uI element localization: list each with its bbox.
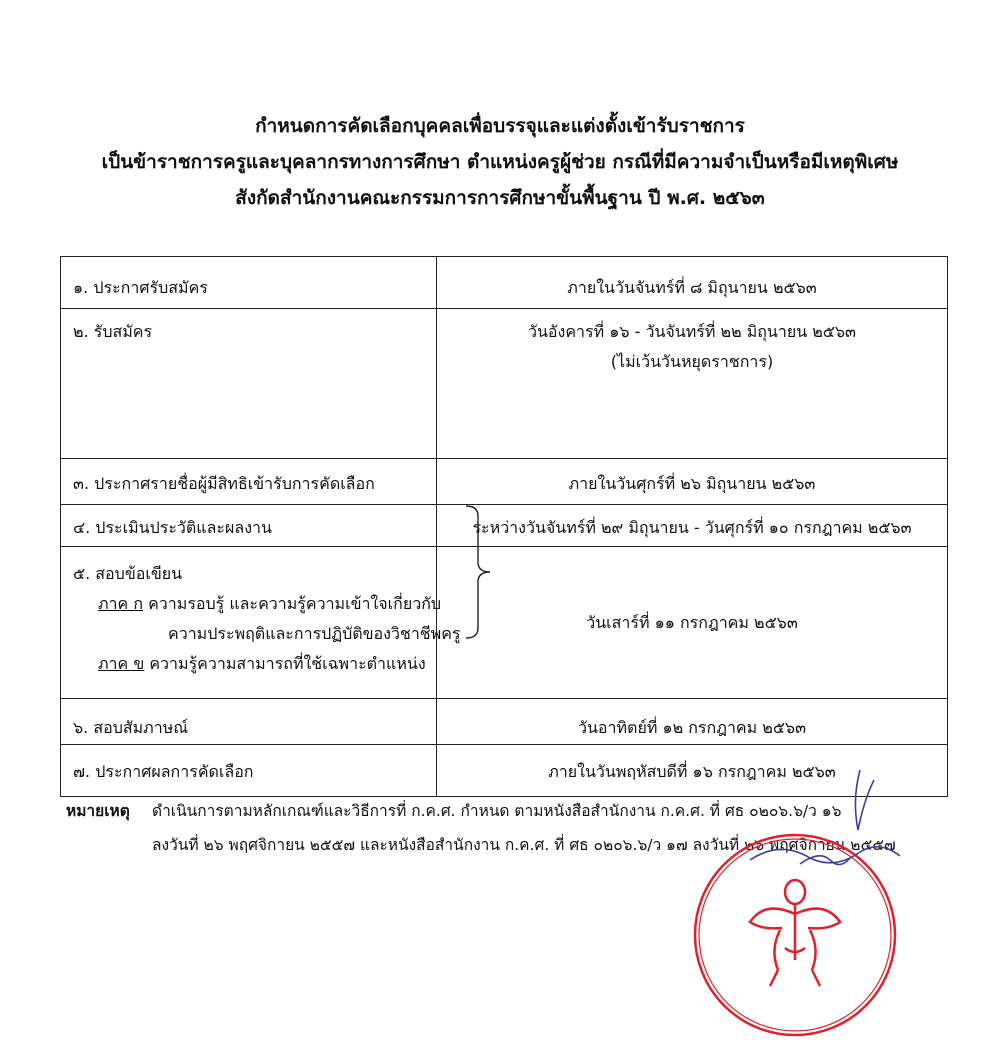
- date-cell: ภายในวันพฤหัสบดีที่ ๑๖ กรกฎาคม ๒๕๖๓: [437, 745, 948, 797]
- part-b-text: ความรู้ความสามารถที่ใช้เฉพาะตำแหน่ง: [144, 654, 426, 673]
- part-b-label: ภาค ข: [98, 654, 145, 673]
- table-row: [61, 309, 948, 459]
- table-row: [61, 505, 948, 547]
- step-cell: ๗. ประกาศผลการคัดเลือก: [61, 745, 437, 797]
- table-row: [61, 459, 948, 505]
- exam-part-b: [73, 649, 424, 679]
- schedule-table: [60, 256, 948, 797]
- step-cell: ๒. รับสมัคร: [61, 309, 437, 459]
- step-cell: [61, 547, 461, 699]
- date-text: วันอังคารที่ ๑๖ - วันจันทร์ที่ ๒๒ มิถุนายน ๒๕๖๓: [527, 322, 856, 341]
- date-cell: ภายในวันศุกร์ที่ ๒๖ มิถุนายน ๒๕๖๓: [437, 459, 948, 505]
- table-row: [61, 699, 948, 745]
- table-row: [61, 547, 948, 699]
- step-cell: ๔. ประเมินประวัติและผลงาน: [61, 505, 437, 547]
- remark-line-2: ลงวันที่ ๒๖ พฤศจิกายน ๒๕๕๗ และหนังสือสำนักงาน ก.ค.ศ. ที่ ศธ ๐๒๐๖.๖/ว ๑๗ ลงวันที่ ๒๖ พฤศจิกายน ๒๕๕๗: [152, 836, 896, 854]
- date-cell: ระหว่างวันจันทร์ที่ ๒๙ มิถุนายน - วันศุกร์ที่ ๑๐ กรกฎาคม ๒๕๖๓: [437, 505, 948, 547]
- remark-label: หมายเหตุ: [66, 802, 130, 820]
- date-cell: ภายในวันจันทร์ที่ ๘ มิถุนายน ๒๕๖๓: [437, 257, 948, 309]
- date-note: (ไม่เว้นวันหยุดราชการ): [610, 352, 774, 371]
- step-cell: ๖. สอบสัมภาษณ์: [61, 699, 437, 745]
- title-line-3: สังกัดสำนักงานคณะกรรมการการศึกษาขั้นพื้นฐาน ปี พ.ศ. ๒๕๖๓: [235, 187, 765, 209]
- part-a-label: ภาค ก: [98, 594, 144, 613]
- step-cell: ๑. ประกาศรับสมัคร: [61, 257, 437, 309]
- date-cell: วันเสาร์ที่ ๑๑ กรกฎาคม ๒๕๖๓: [437, 547, 948, 699]
- title-line-2: เป็นข้าราชการครูและบุคลากรทางการศึกษา ตำแหน่งครูผู้ช่วย กรณีที่มีความจำเป็นหรือมีเหตุพิเศษ: [101, 151, 899, 173]
- signature: [740, 760, 940, 880]
- exam-part-a: [73, 589, 442, 619]
- date-cell: วันอาทิตย์ที่ ๑๒ กรกฎาคม ๒๕๖๓: [437, 699, 948, 745]
- step-cell: ๓. ประกาศรายชื่อผู้มีสิทธิเข้ารับการคัดเลือก: [61, 459, 437, 505]
- exam-part-a-continued: ความประพฤติและการปฏิบัติของวิชาชีพครู: [168, 624, 461, 643]
- table-row: [61, 257, 948, 309]
- title-line-1: กำหนดการคัดเลือกบุคคลเพื่อบรรจุและแต่งตั้งเข้ารับราชการ: [255, 115, 745, 137]
- document-title: [0, 108, 1000, 216]
- step-title: ๕. สอบข้อเขียน: [73, 564, 183, 583]
- curly-brace-icon: [462, 502, 502, 642]
- remark-line-1: ดำเนินการตามหลักเกณฑ์และวิธีการที่ ก.ค.ศ. กำหนด ตามหนังสือสำนักงาน ก.ค.ศ. ที่ ศธ ๐๒๐๖.๖/ว ๑๖: [152, 802, 842, 820]
- date-cell: [437, 309, 948, 459]
- part-a-text: ความรอบรู้ และความรู้ความเข้าใจเกี่ยวกับ: [143, 594, 442, 613]
